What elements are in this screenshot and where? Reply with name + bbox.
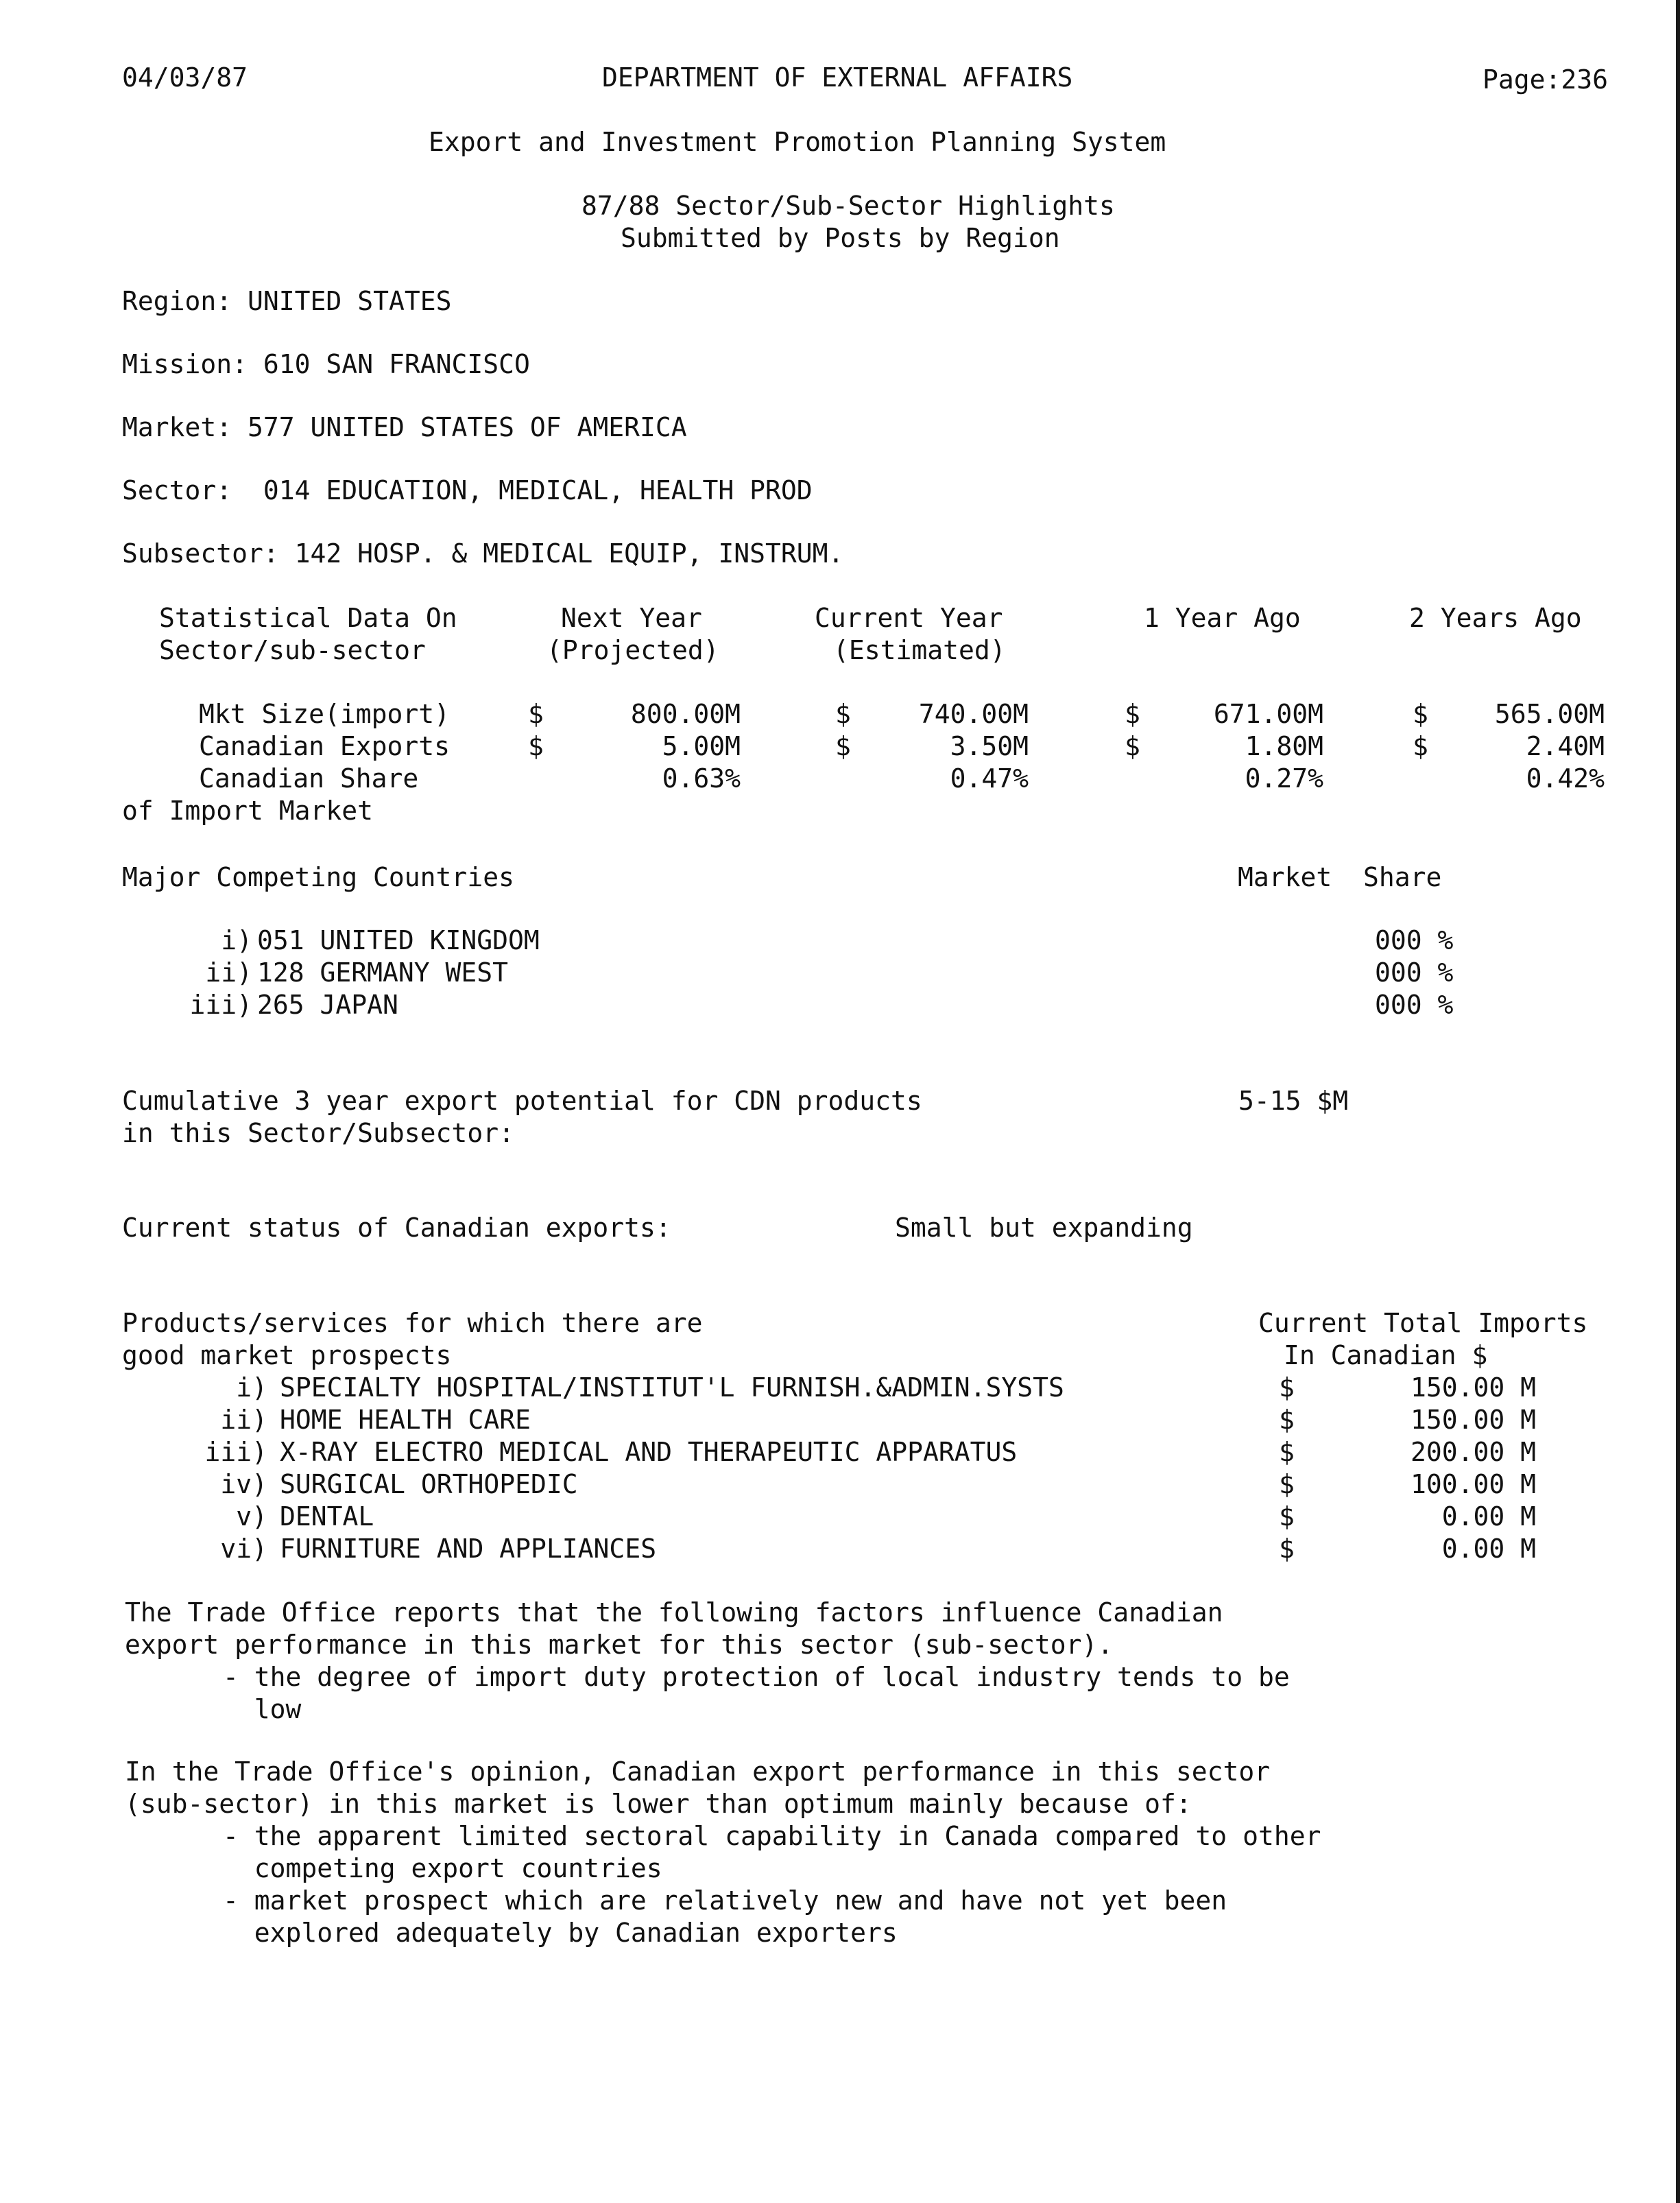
currency-sign: $	[1279, 1372, 1295, 1403]
field-label: Region:	[122, 286, 232, 316]
products-title-2: good market prospects	[122, 1340, 452, 1370]
report-subtitle-2: Submitted by Posts by Region	[621, 223, 1060, 253]
competitor-number: i)	[221, 925, 252, 955]
page-number-value: 236	[1561, 64, 1609, 95]
product-amount: 150.00 M	[1410, 1405, 1536, 1435]
report-date: 04/03/87	[122, 62, 248, 93]
report-subtitle: 87/88 Sector/Sub-Sector Highlights	[581, 191, 1115, 221]
currency-sign: $	[1279, 1501, 1295, 1532]
stats-header-next-year: Next Year	[561, 603, 702, 633]
product-number: v)	[236, 1501, 267, 1532]
currency-sign: $	[1125, 731, 1140, 761]
page-label: Page:	[1483, 64, 1561, 95]
stat-value: 1.80M	[1245, 731, 1323, 761]
stats-header-label: Statistical Data On	[159, 603, 457, 633]
imports-header: Current Total Imports	[1258, 1308, 1588, 1338]
market-share-header: Market Share	[1238, 862, 1442, 892]
stats-row-label: Canadian Share	[199, 763, 419, 794]
stats-header-projected: (Projected)	[547, 635, 719, 665]
product-name: SURGICAL ORTHOPEDIC	[280, 1469, 578, 1499]
stat-value: 5.00M	[662, 731, 741, 761]
competitor-name: 265 JAPAN	[257, 990, 398, 1020]
currency-sign: $	[1125, 699, 1140, 729]
page-number	[1483, 64, 1608, 96]
competitor-number: ii)	[205, 957, 252, 988]
stat-value: 0.42%	[1526, 763, 1605, 794]
competitor-name: 051 UNITED KINGDOM	[257, 925, 540, 955]
imports-header-2: In Canadian $	[1284, 1340, 1488, 1370]
stats-row-label: Canadian Exports	[199, 731, 451, 761]
potential-value: 5-15 $M	[1238, 1086, 1349, 1116]
opinion-bullet: - market prospect which are relatively new and have not yet been	[223, 1885, 1227, 1916]
factors-paragraph-2: export performance in this market for this sector (sub-sector).	[125, 1630, 1114, 1660]
region-field	[122, 285, 451, 318]
currency-sign: $	[1413, 699, 1428, 729]
opinion-bullet-continued: explored adequately by Canadian exporters	[223, 1918, 898, 1948]
opinion-bullet: - the apparent limited sectoral capability in Canada compared to other	[223, 1821, 1321, 1851]
product-amount: 200.00 M	[1410, 1437, 1536, 1467]
stat-value: 671.00M	[1213, 699, 1323, 729]
stats-header-estimated: (Estimated)	[833, 635, 1006, 665]
subsector-field	[122, 538, 843, 570]
competitor-share: 000 %	[1375, 990, 1454, 1020]
field-label: Mission:	[122, 349, 248, 379]
competitor-name: 128 GERMANY WEST	[257, 957, 509, 988]
currency-sign: $	[835, 731, 851, 761]
product-name: SPECIALTY HOSPITAL/INSTITUT'L FURNISH.&ADMIN.SYSTS	[280, 1372, 1064, 1403]
stats-row-label: Mkt Size(import)	[199, 699, 451, 729]
currency-sign: $	[528, 731, 544, 761]
products-title: Products/services for which there are	[122, 1308, 703, 1338]
department-name: DEPARTMENT OF EXTERNAL AFFAIRS	[602, 62, 1073, 93]
stat-value: 565.00M	[1494, 699, 1605, 729]
currency-sign: $	[1279, 1437, 1295, 1467]
field-label: Subsector:	[122, 538, 279, 569]
field-value: 577 UNITED STATES OF AMERICA	[248, 412, 687, 442]
factor-bullet-continued: low	[223, 1694, 302, 1724]
share-suffix: of Import Market	[122, 796, 374, 826]
stat-value: 0.27%	[1245, 763, 1323, 794]
product-name: DENTAL	[280, 1501, 374, 1532]
competitor-share: 000 %	[1375, 925, 1454, 955]
product-amount: 100.00 M	[1410, 1469, 1536, 1499]
status-label: Current status of Canadian exports:	[122, 1213, 671, 1243]
stat-value: 0.63%	[662, 763, 741, 794]
stat-value: 2.40M	[1526, 731, 1605, 761]
stat-value: 800.00M	[630, 699, 741, 729]
product-name: HOME HEALTH CARE	[280, 1405, 531, 1435]
product-name: FURNITURE AND APPLIANCES	[280, 1534, 657, 1564]
product-number: vi)	[220, 1534, 267, 1564]
opinion-bullet-continued: competing export countries	[223, 1853, 662, 1883]
currency-sign: $	[835, 699, 851, 729]
competitor-number: iii)	[189, 990, 252, 1020]
field-label: Sector:	[122, 475, 232, 505]
field-value: 142 HOSP. & MEDICAL EQUIP, INSTRUM.	[294, 538, 844, 569]
product-amount: 150.00 M	[1410, 1372, 1536, 1403]
potential-text-2: in this Sector/Subsector:	[122, 1118, 514, 1148]
stats-header-current-year: Current Year	[815, 603, 1003, 633]
product-number: ii)	[220, 1405, 267, 1435]
factors-paragraph: The Trade Office reports that the following factors influence Canadian	[125, 1597, 1223, 1628]
product-amount: 0.00 M	[1441, 1534, 1536, 1564]
stats-header-label-2: Sector/sub-sector	[159, 635, 426, 665]
stat-value: 740.00M	[918, 699, 1029, 729]
opinion-paragraph-2: (sub-sector) in this market is lower than optimum mainly because of:	[125, 1789, 1192, 1819]
currency-sign: $	[1279, 1405, 1295, 1435]
system-title: Export and Investment Promotion Planning System	[429, 127, 1166, 157]
product-number: i)	[236, 1372, 267, 1403]
currency-sign: $	[528, 699, 544, 729]
stat-value: 3.50M	[950, 731, 1029, 761]
factor-bullet: - the degree of import duty protection of local industry tends to be	[223, 1662, 1290, 1692]
sector-field	[122, 475, 813, 507]
field-value: 014 EDUCATION, MEDICAL, HEALTH PROD	[263, 475, 813, 505]
currency-sign: $	[1279, 1534, 1295, 1564]
product-number: iii)	[204, 1437, 267, 1467]
product-number: iv)	[220, 1469, 267, 1499]
product-amount: 0.00 M	[1441, 1501, 1536, 1532]
field-value: 610 SAN FRANCISCO	[263, 349, 530, 379]
page-edge-shadow	[1676, 0, 1680, 2203]
field-label: Market:	[122, 412, 232, 442]
competitor-share: 000 %	[1375, 957, 1454, 988]
opinion-paragraph: In the Trade Office's opinion, Canadian export performance in this sector	[125, 1757, 1271, 1787]
stats-header-1-year-ago: 1 Year Ago	[1144, 603, 1301, 633]
field-value: UNITED STATES	[248, 286, 452, 316]
currency-sign: $	[1279, 1469, 1295, 1499]
potential-text: Cumulative 3 year export potential for CDN products	[122, 1086, 922, 1116]
status-value: Small but expanding	[895, 1213, 1193, 1243]
market-field	[122, 412, 687, 444]
mission-field	[122, 348, 530, 381]
stats-header-2-years-ago: 2 Years Ago	[1409, 603, 1582, 633]
currency-sign: $	[1413, 731, 1428, 761]
competitors-title: Major Competing Countries	[122, 862, 514, 892]
stat-value: 0.47%	[950, 763, 1029, 794]
product-name: X-RAY ELECTRO MEDICAL AND THERAPEUTIC APPARATUS	[280, 1437, 1018, 1467]
